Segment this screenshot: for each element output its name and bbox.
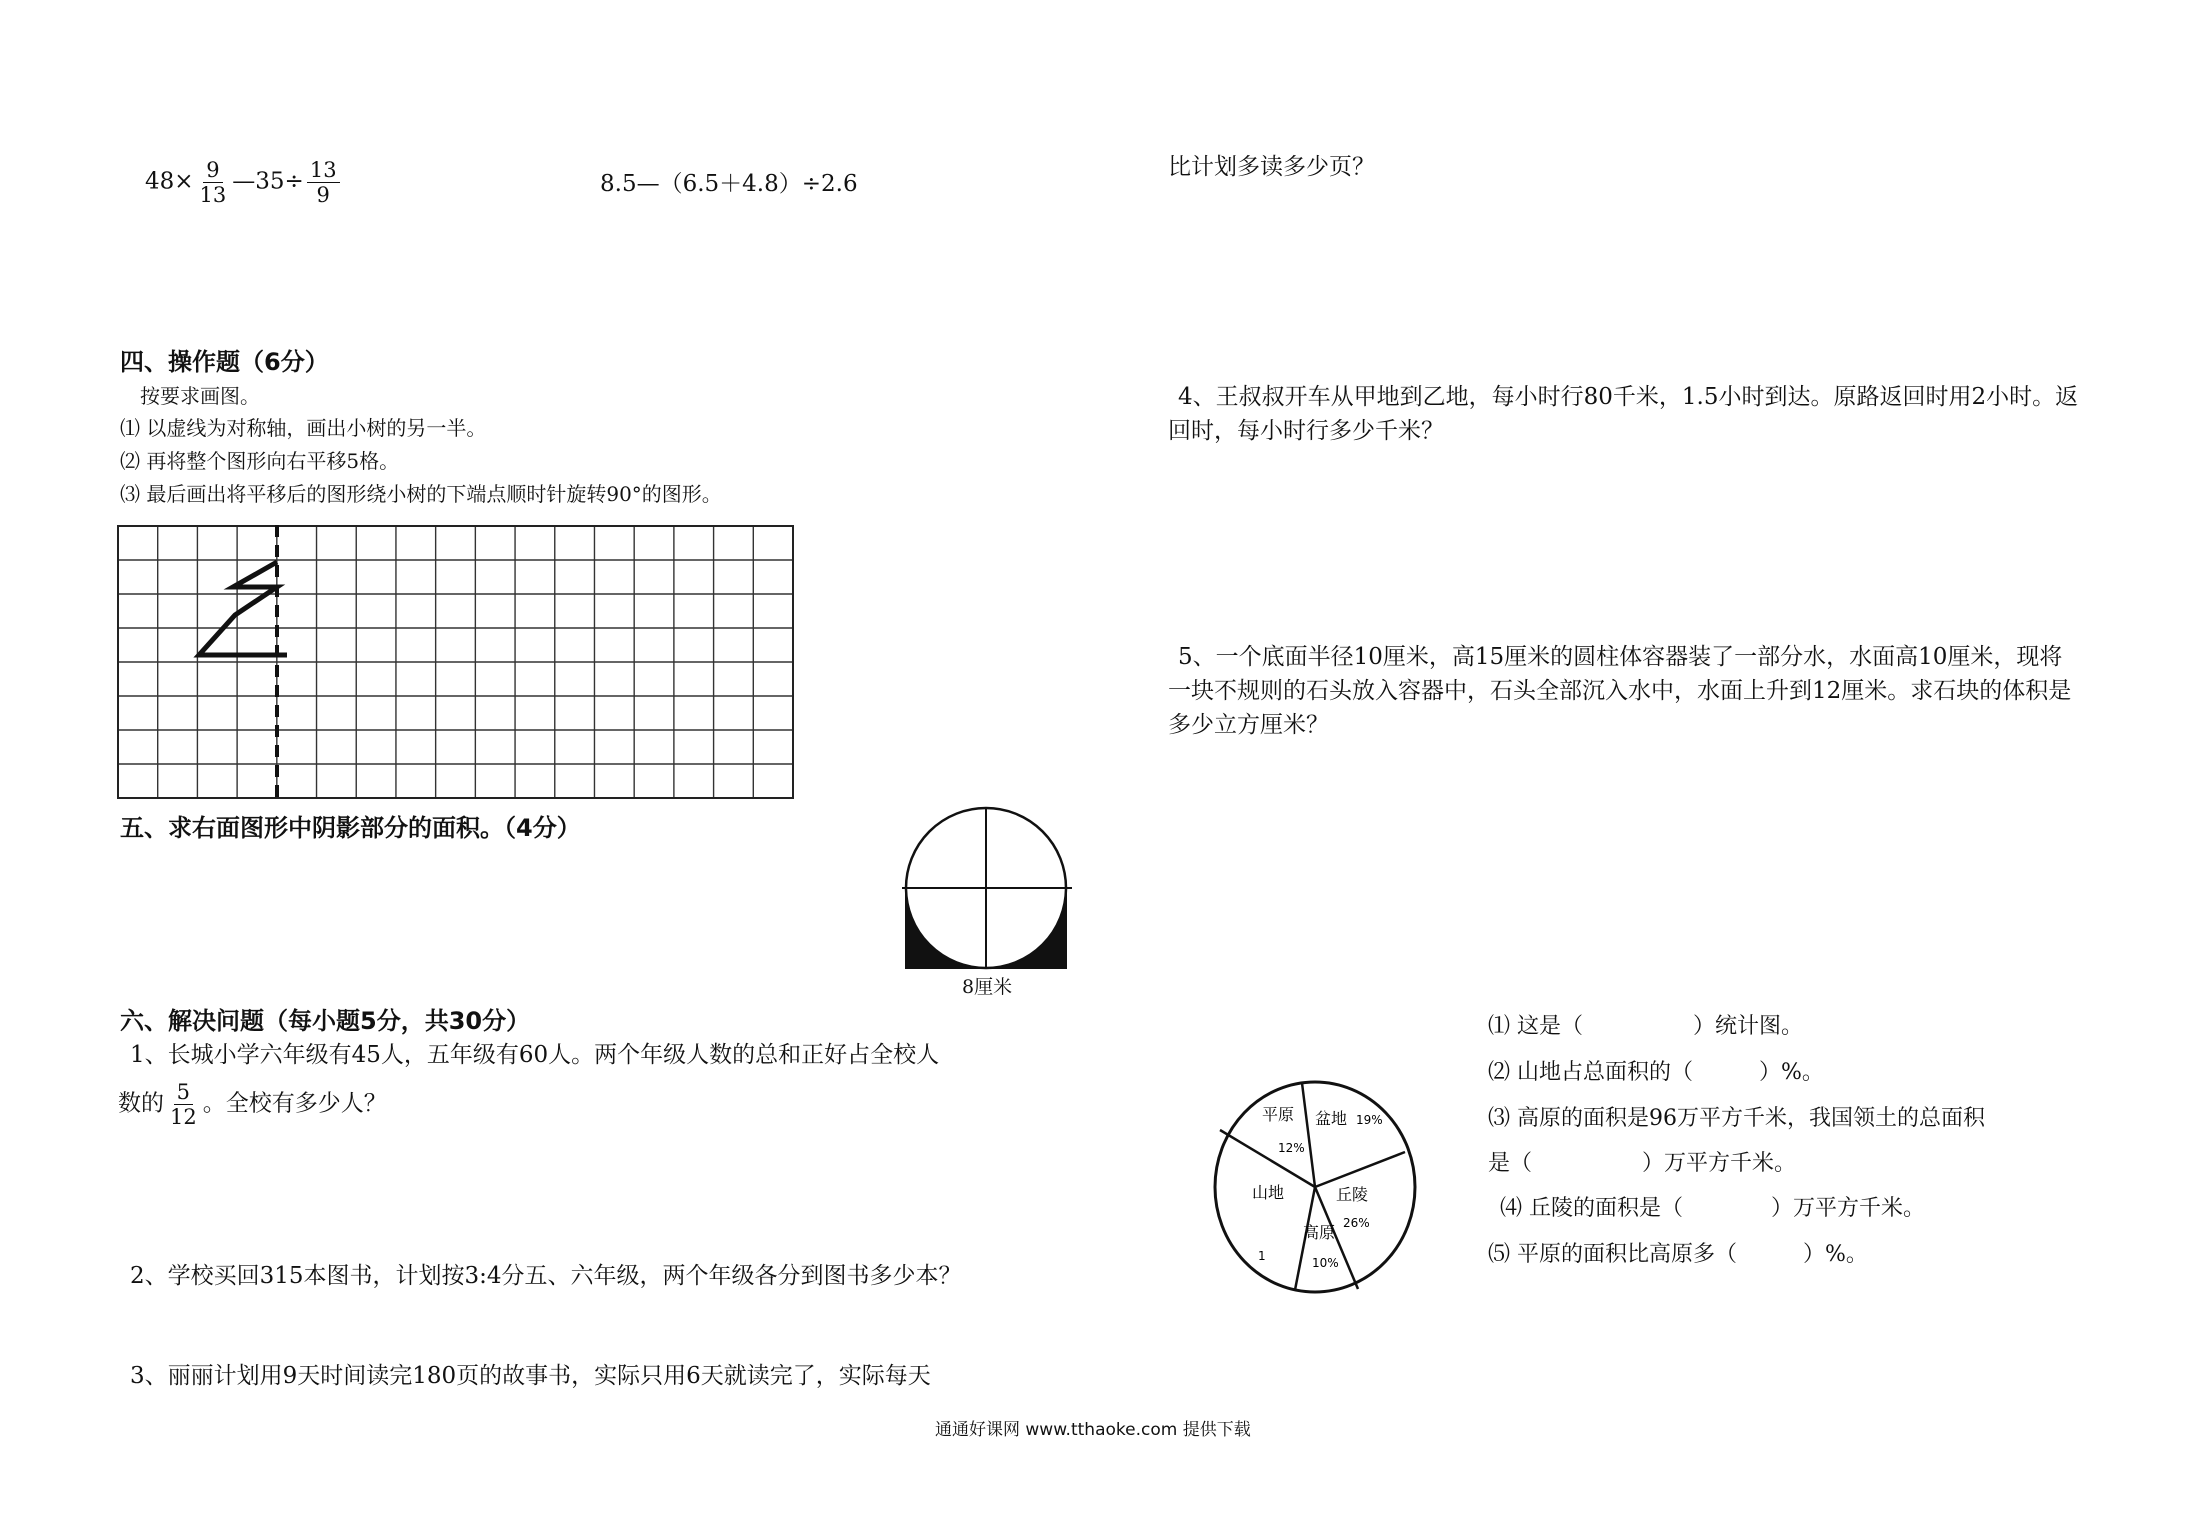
tree-half-shape — [199, 562, 287, 655]
pie-pct-basin: 19% — [1356, 1113, 1383, 1127]
pie-pct-hills: 26% — [1343, 1216, 1370, 1230]
fraction-13-9: $\frac{13}{9}$ — [307, 158, 340, 207]
land-area-pie-chart — [1210, 1070, 1430, 1300]
pie-question-1: ⑴ 这是（ ）统计图。 — [1488, 1014, 1803, 1039]
section-4-title: 四、操作题（6分） — [120, 348, 329, 376]
calc-expression-2: 8.5—（6.5＋4.8）÷2.6 — [600, 171, 858, 197]
pie-pct-plateau: 10% — [1312, 1256, 1339, 1270]
pie-question-5: ⑸ 平原的面积比高原多（ ）%。 — [1488, 1242, 1868, 1267]
pie-pct-plain: 12% — [1278, 1141, 1305, 1155]
drawing-grid — [117, 525, 797, 802]
question-3-continued: 比计划多读多少页？ — [1168, 154, 1375, 180]
section-6-title: 六、解决问题（每小题5分，共30分） — [120, 1007, 531, 1035]
question-1-line-1: 1、长城小学六年级有45人，五年级有60人。两个年级人数的总和正好占全校人 — [130, 1042, 940, 1068]
section-4-step-1: ⑴ 以虚线为对称轴，画出小树的另一半。 — [120, 416, 487, 440]
pie-label-mountain: 山地 — [1252, 1183, 1285, 1202]
calc-expression-1: 48× $\frac{9}{13}$ —35÷ $\frac{13}{9}$ — [145, 158, 343, 207]
question-1-line-2: 数的 $\frac{5}{12}$ 。全校有多少人？ — [118, 1080, 387, 1129]
question-3: 3、丽丽计划用9天时间读完180页的故事书，实际只用6天就读完了，实际每天 — [130, 1363, 931, 1389]
shaded-area-figure — [900, 782, 1080, 972]
question-2: 2、学校买回315本图书，计划按3:4分五、六年级，两个年级各分到图书多少本？ — [130, 1263, 962, 1289]
fraction-5-12: $\frac{5}{12}$ — [170, 1080, 197, 1129]
page-footer: 通通好课网 www.tthaoke.com 提供下载 — [935, 1420, 1251, 1440]
question-5: 5、一个底面半径10厘米，高15厘米的圆柱体容器装了一部分水，水面高10厘米，现将一块不规则的石头放入容器中，石头全部沉入水中，水面上升到12厘米。求石块的体积是多少立方厘米？ — [1168, 644, 2072, 738]
section-4-intro: 按要求画图。 — [140, 384, 260, 408]
pie-question-3-continued: 是（ ）万平方千米。 — [1488, 1151, 1797, 1176]
pie-label-plateau: 高原 — [1303, 1223, 1336, 1242]
pie-question-3: ⑶ 高原的面积是96万平方千米，我国领土的总面积 — [1488, 1106, 1985, 1131]
pie-label-plain: 平原 — [1262, 1105, 1295, 1124]
fraction-9-13: $\frac{9}{13}$ — [199, 158, 227, 207]
section-5-title: 五、求右面图形中阴影部分的面积。（4分） — [120, 814, 581, 842]
figure-label-8cm: 8厘米 — [962, 976, 1013, 998]
pie-question-2: ⑵ 山地占总面积的（ ）%。 — [1488, 1060, 1824, 1085]
section-4-step-2: ⑵ 再将整个图形向右平移5格。 — [120, 449, 400, 473]
pie-question-4: ⑷ 丘陵的面积是（ ）万平方千米。 — [1500, 1196, 1925, 1221]
pie-pct-mountain-partial: 1 — [1258, 1249, 1266, 1263]
pie-label-basin: 盆地 — [1315, 1109, 1348, 1128]
section-4-step-3: ⑶ 最后画出将平移后的图形绕小树的下端点顺时针旋转90°的图形。 — [120, 482, 722, 506]
question-4: 4、王叔叔开车从甲地到乙地，每小时行80千米，1.5小时到达。原路返回时用2小时。返回时，每小时行多少千米？ — [1168, 384, 2079, 444]
pie-label-hills: 丘陵 — [1336, 1185, 1369, 1204]
